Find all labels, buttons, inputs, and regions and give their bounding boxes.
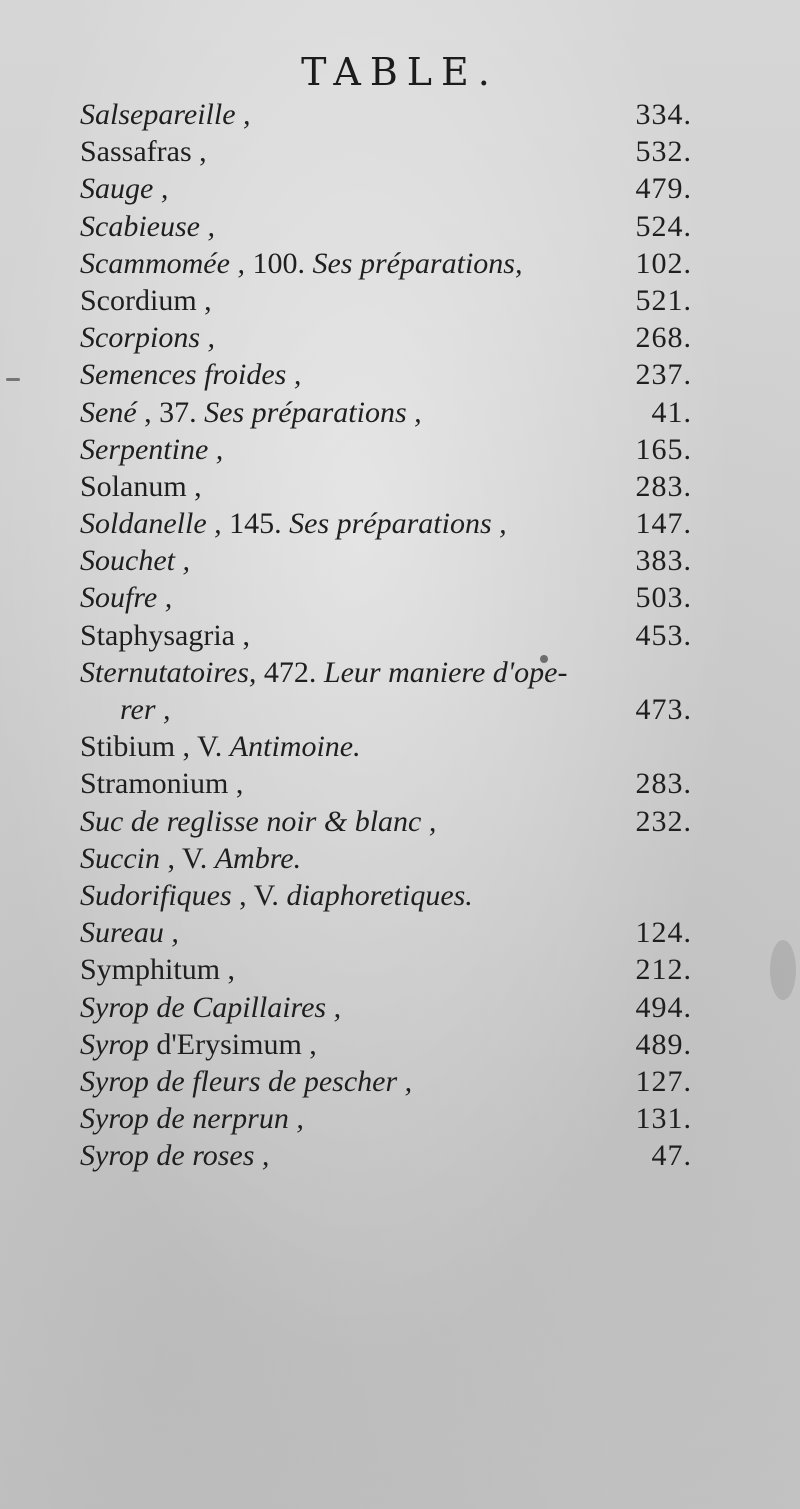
entry-text: Salsepareille , <box>80 98 251 131</box>
index-entries <box>80 96 692 1174</box>
index-entry <box>80 431 692 468</box>
entry-text: Ses préparations, <box>312 246 523 280</box>
entry-heading <box>80 803 436 840</box>
entry-text: Scordium , <box>80 283 212 317</box>
entry-heading <box>80 617 250 654</box>
entry-heading <box>80 914 179 951</box>
index-entry <box>80 728 692 765</box>
index-entry <box>80 542 692 579</box>
page-number: 283. <box>635 767 692 801</box>
page-number: 268. <box>635 321 692 355</box>
page-number: 47. <box>651 1139 692 1173</box>
entry-text: Syrop de fleurs de pescher , <box>80 1064 413 1098</box>
entry-text: Serpentine , <box>80 432 224 466</box>
entry-text: Souchet , <box>80 544 190 578</box>
page-number: 489. <box>635 1027 692 1061</box>
entry-heading <box>80 245 522 282</box>
paper-stain <box>770 940 796 1000</box>
entry-heading <box>80 133 207 170</box>
entry-heading <box>80 765 243 802</box>
page-number: 232. <box>635 804 692 838</box>
index-entry <box>80 319 692 356</box>
index-entry <box>80 691 692 728</box>
entry-heading <box>80 840 301 877</box>
entry-text: Ambre. <box>214 841 302 875</box>
index-entry <box>80 803 692 840</box>
entry-heading <box>80 431 223 468</box>
entry-heading <box>80 394 422 431</box>
entry-heading <box>80 96 251 133</box>
entry-text: Scabieuse , <box>80 209 215 243</box>
index-entry <box>80 579 692 616</box>
page-number: 473. <box>635 693 692 726</box>
index-entry <box>80 468 692 505</box>
entry-text: Stibium , V. <box>80 730 230 764</box>
entry-text: Sternutatoires, <box>80 655 257 689</box>
entry-heading <box>80 1100 304 1137</box>
entry-text: Scorpions , <box>80 321 215 355</box>
entry-text: 145. <box>221 507 290 541</box>
index-entry <box>80 877 692 914</box>
entry-text: Sudorifiques <box>80 878 232 912</box>
entry-text: Soldanelle , <box>80 507 222 541</box>
index-entry <box>80 1137 692 1174</box>
index-entry <box>80 394 692 431</box>
entry-text: Suc de reglisse noir & blanc , <box>80 804 437 838</box>
entry-text: Syrop de Capillaires , <box>80 990 342 1024</box>
entry-heading <box>80 1026 317 1063</box>
entry-text: Sureau , <box>80 916 179 950</box>
entry-text: Sené <box>80 395 137 429</box>
entry-text: , V. <box>231 878 287 912</box>
index-entry <box>80 1026 692 1063</box>
entry-text: 472. <box>256 655 324 689</box>
entry-heading <box>80 356 301 393</box>
page-number: 147. <box>635 507 692 541</box>
entry-heading <box>80 468 202 505</box>
page-number: 524. <box>635 209 692 243</box>
page-number: 479. <box>635 172 692 206</box>
page-heading: TABLE. <box>301 50 499 94</box>
page-number: 383. <box>635 544 692 578</box>
entry-text: diaphoretiques. <box>286 878 473 912</box>
entry-heading <box>120 691 171 728</box>
entry-heading <box>80 505 507 542</box>
index-entry <box>80 133 692 170</box>
entry-heading <box>80 1063 412 1100</box>
entry-text: rer , <box>120 693 171 726</box>
page-number: 334. <box>635 98 692 131</box>
page-number: 127. <box>635 1064 692 1098</box>
entry-heading <box>80 579 172 616</box>
page-number: 41. <box>651 395 692 429</box>
index-entry <box>80 840 692 877</box>
entry-text: Solanum , <box>80 469 202 503</box>
index-entry <box>80 1100 692 1137</box>
entry-heading <box>80 170 168 207</box>
entry-heading <box>80 728 361 765</box>
entry-text: Sauge , <box>80 172 169 206</box>
index-entry <box>80 505 692 542</box>
paper-stain <box>6 378 20 381</box>
index-entry <box>80 989 692 1026</box>
entry-heading <box>80 989 341 1026</box>
index-entry <box>80 245 692 282</box>
index-entry <box>80 914 692 951</box>
entry-heading <box>80 282 212 319</box>
page-number: 453. <box>635 618 692 652</box>
page-number: 124. <box>635 916 692 950</box>
index-entry <box>80 765 692 802</box>
entry-text: Soufre , <box>80 581 173 615</box>
entry-text: Syrop <box>80 1027 149 1061</box>
entry-text: Antimoine. <box>229 730 361 764</box>
index-entry <box>80 170 692 207</box>
entry-text: 100. <box>244 246 313 280</box>
entry-text: Leur maniere d'ope- <box>323 655 568 689</box>
index-entry <box>80 617 692 654</box>
entry-heading <box>80 877 473 914</box>
page-number: 283. <box>635 469 692 503</box>
entry-text: Syrop de roses , <box>80 1139 270 1173</box>
entry-text: d'Erysimum , <box>148 1027 317 1061</box>
entry-heading <box>80 319 215 356</box>
entry-text: Stramonium , <box>80 767 244 801</box>
page-number: 521. <box>635 283 692 317</box>
entry-text: Ses préparations , <box>204 395 422 429</box>
page-number: 237. <box>635 358 692 392</box>
entry-text: Symphitum , <box>80 953 236 987</box>
page-number: 532. <box>635 135 692 169</box>
entry-text: , V. <box>159 841 215 875</box>
page-number: 494. <box>635 990 692 1024</box>
index-entry <box>80 208 692 245</box>
page-number: 102. <box>635 246 692 280</box>
entry-text: , 37. <box>136 395 205 429</box>
index-entry <box>80 951 692 988</box>
entry-text: Succin <box>80 841 160 875</box>
entry-text: Sassafras , <box>80 135 207 169</box>
page-number: 212. <box>635 953 692 987</box>
entry-heading <box>80 208 215 245</box>
entry-text: Ses préparations , <box>289 507 507 541</box>
entry-text: Semences froides , <box>80 358 302 392</box>
page-number: 165. <box>635 432 692 466</box>
page-number: 503. <box>635 581 692 615</box>
entry-text: Staphysagria , <box>80 618 250 652</box>
page-number: 131. <box>635 1102 692 1136</box>
entry-heading <box>80 951 235 988</box>
index-entry <box>80 654 692 691</box>
entry-heading <box>80 542 190 579</box>
index-entry <box>80 282 692 319</box>
entry-heading <box>80 1137 269 1174</box>
entry-text: Scammomée , <box>80 246 245 280</box>
index-entry <box>80 96 692 133</box>
entry-text: Syrop de nerprun , <box>80 1102 304 1136</box>
index-entry <box>80 1063 692 1100</box>
index-entry <box>80 356 692 393</box>
entry-heading <box>80 654 567 691</box>
